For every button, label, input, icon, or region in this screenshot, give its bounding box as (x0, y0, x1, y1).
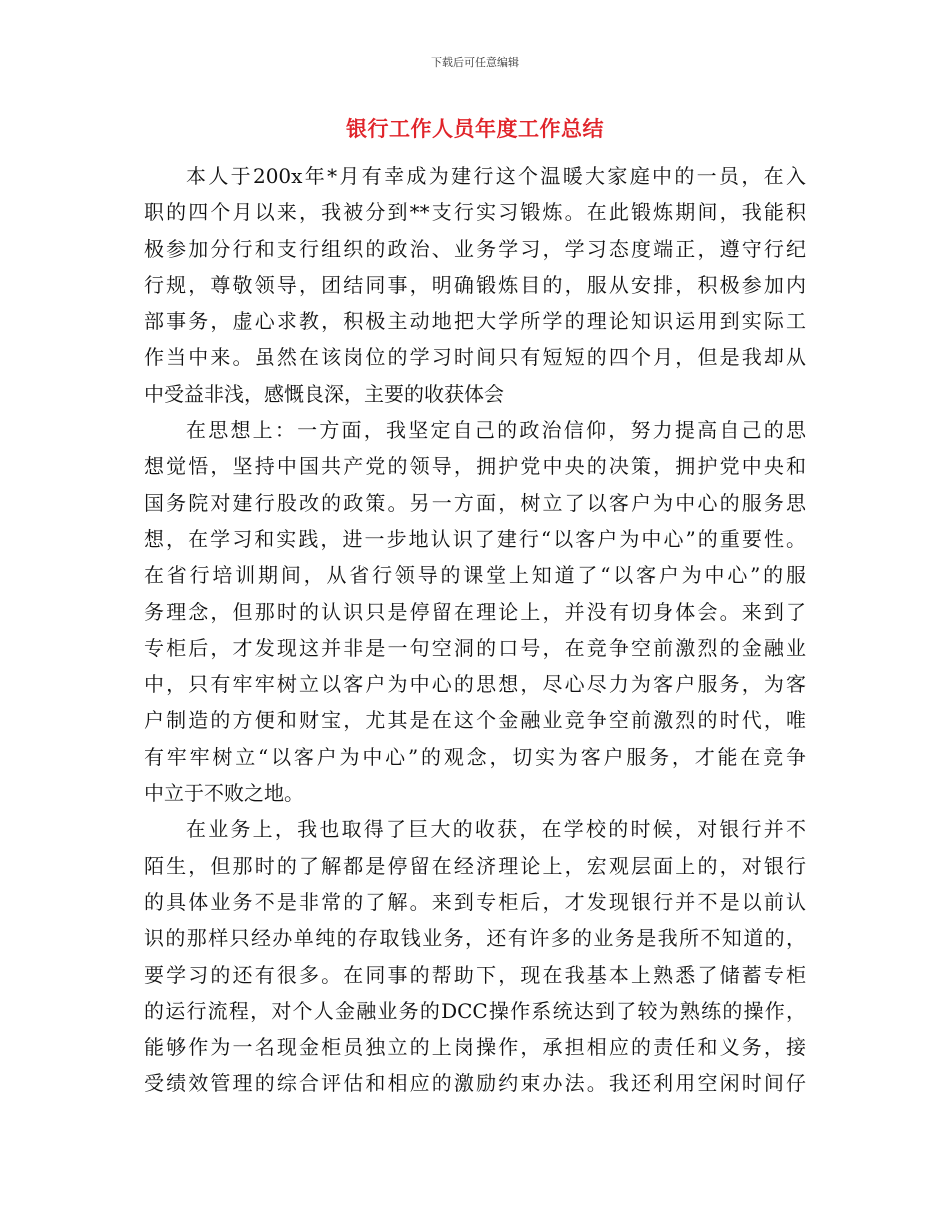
text-line: 作当中来。虽然在该岗位的学习时间只有短短的四个月，但是我却从 (144, 345, 806, 370)
text-line: 部事务，虚心求教，积极主动地把大学所学的理论知识运用到实际工 (144, 309, 806, 334)
text-line: 务理念，但那时的认识只是停留在理论上，并没有切身体会。来到了 (144, 599, 806, 624)
header-note: 下载后可任意编辑 (431, 56, 519, 69)
text-line: 想觉悟，坚持中国共产党的领导，拥护党中央的决策，拥护党中央和 (144, 454, 806, 479)
text-line: 中立于不败之地。 (144, 781, 304, 806)
text-line: 要学习的还有很多。在同事的帮助下，现在我基本上熟悉了储蓄专柜 (144, 962, 806, 987)
text-line: 的运行流程，对个人金融业务的DCC操作系统达到了较为熟练的操作， (144, 998, 806, 1023)
text-line: 户制造的方便和财宝，尤其是在这个金融业竞争空前激烈的时代，唯 (144, 708, 806, 733)
text-line: 能够作为一名现金柜员独立的上岗操作，承担相应的责任和义务，接 (144, 1035, 806, 1060)
text-line: 本人于200x年*月有幸成为建行这个温暖大家庭中的一员，在入 (186, 164, 806, 188)
text-line: 有牢牢树立“以客户为中心”的观念，切实为客户服务，才能在竞争 (144, 744, 806, 769)
text-line: 在业务上，我也取得了巨大的收获，在学校的时候，对银行并不 (186, 817, 806, 842)
text-line: 在省行培训期间，从省行领导的课堂上知道了“以客户为中心”的服 (144, 563, 806, 588)
text-line: 的具体业务不是非常的了解。来到专柜后，才发现银行并不是以前认 (144, 889, 806, 914)
text-line: 识的那样只经办单纯的存取钱业务，还有许多的业务是我所不知道的， (144, 926, 806, 951)
document-title: 银行工作人员年度工作总结 (346, 117, 604, 141)
text-line: 在思想上：一方面，我坚定自己的政治信仰，努力提高自己的思 (186, 418, 806, 443)
text-line: 受绩效管理的综合评估和相应的激励约束办法。我还利用空闲时间仔 (144, 1071, 806, 1096)
text-line: 中，只有牢牢树立以客户为中心的思想，尽心尽力为客户服务，为客 (144, 672, 806, 697)
text-line: 国务院对建行股改的政策。另一方面，树立了以客户为中心的服务思 (144, 490, 806, 515)
text-line: 极参加分行和支行组织的政治、业务学习，学习态度端正，遵守行纪 (144, 236, 806, 261)
text-line: 行规，尊敬领导，团结同事，明确锻炼目的，服从安排，积极参加内 (144, 272, 806, 297)
text-line: 职的四个月以来，我被分到**支行实习锻炼。在此锻炼期间，我能积 (144, 200, 806, 225)
text-line: 专柜后，才发现这并非是一句空洞的口号，在竞争空前激烈的金融业 (144, 635, 806, 660)
text-line: 想，在学习和实践，进一步地认识了建行“以客户为中心”的重要性。 (144, 526, 806, 551)
text-line: 陌生，但那时的了解都是停留在经济理论上，宏观层面上的，对银行 (144, 853, 806, 878)
text-line: 中受益非浅，感慨良深，主要的收获体会 (144, 381, 504, 406)
body-text (144, 158, 806, 1102)
